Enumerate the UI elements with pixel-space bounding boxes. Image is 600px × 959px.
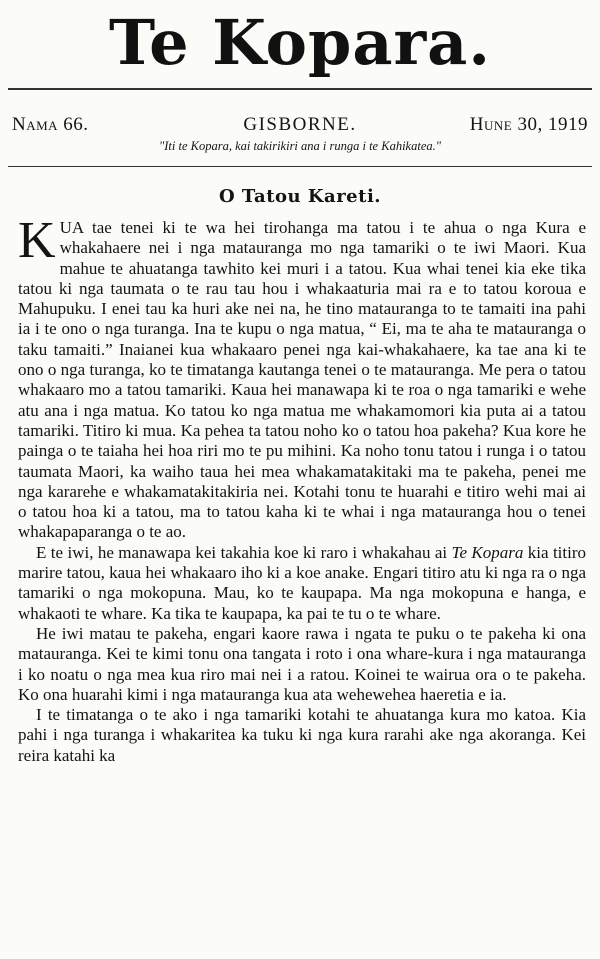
paragraph-1-text: UA tae tenei ki te wa hei tirohanga ma tatou i te ahua o nga Kura e whakahaere nei i nga matauranga mo nga tamariki o te iwi Maori. Kua mahue te ahuatanga tawhito kei muri i a tatou. Kua whai tenei kia eke tika tatou ki nga taumata o te rau tau hou i whakaaturia mai ra e to tatou koroua e Mahupuku. I enei tau ka huri ake nei na, he tino matauranga to te tamaiti ina pahi ia i te ono o nga turanga. Ina te kupu o nga matua, “ Ei, ma te aha te matauranga o taku tamaiti.” Inaianei kua whakaaro penei nga kai-whakahaere, ka tae ana ki te ono o nga turanga, ko te timatanga kautanga tenei o te matauranga. Me pera o tatou whakaaro mo a tatou tamariki. Kaua hei manawapa ki te roa o nga tamariki e wehe atu ana i nga matua. Ko tatou ko nga matua me whakamomori kia puta ai a tatou tamariki. Titiro ki mua. Ka pehea ta tatou noho ko o tatou hoa pakeha? Kua kore he painga o te taiaha hei hoa riri mo te pu mihini. Ka noho tonu tatou i runga i o tatou taumata Maori, ka waiho taua hei mea whakamatakitaki ma te pakeha, penei me nga kararehe e whakamatakitakiria nei. Kotahi tonu te huarahi e titiro wehi mai ai o tatou hoa ki a tatou, ma to tatou kaha ki te whai i nga matauranga hou o tenei whakapaparanga o te ao. xyxy=(18,218,586,542)
article-paragraph-2 xyxy=(18,543,586,624)
issue-date: Hune 30, 1919 xyxy=(469,114,588,135)
paragraph-2-text-after: kia titiro marire tatou, kaua hei whakaaro iho ki a koe anake. Engari titiro atu ki nga ra o nga tamariki o nga mokopuna. Mau, ko te kaupapa. Ma nga mokopuna e hanga, e whakaoti te whare. Ka tika te kaupapa, ka pai te tu o te whare. xyxy=(18,542,586,623)
header-bottom-rule xyxy=(8,166,592,167)
issue-place: GISBORNE. xyxy=(243,114,357,135)
masthead-title: Te Kopara. xyxy=(109,6,491,79)
article-title: O Tatou Kareti. xyxy=(218,186,382,207)
drop-cap: K xyxy=(18,218,56,269)
article-paragraph-1 xyxy=(18,218,586,543)
newspaper-name-italic: Te Kopara xyxy=(451,542,524,562)
article-paragraph-4: I te timatanga o te ako i nga tamariki kotahi te ahuatanga kura mo katoa. Kia pahi i nga turanga i whakaritea ka tuku ki nga kura rarahi ake nga akoranga. Kei reira katahi ka xyxy=(18,705,586,765)
article-paragraph-3: He iwi matau te pakeha, engari kaore rawa i ngata te puku o te pakeha ki ona matauranga. Kei te kimi tonu ona tangata i roto i ona whare-kura i nga matauranga i ko noatu o nga mea kua riro mai nei i a ratou. Koinei te wairua ora o te pakeha. Ko ona huarahi kimi i nga matauranga kua ata wehewehea haeretia e ia. xyxy=(18,623,586,704)
issue-info-bar xyxy=(12,114,588,138)
masthead-motto: "Iti te Kopara, kai takirikiri ana i runga i te Kahikatea." xyxy=(158,139,441,153)
header-top-rule xyxy=(8,88,592,90)
article-body xyxy=(18,218,586,956)
issue-number: Nama 66. xyxy=(12,114,89,135)
paragraph-2-text-before: E te iwi, he manawapa kei takahia koe ki raro i whakahau ai xyxy=(36,542,452,562)
